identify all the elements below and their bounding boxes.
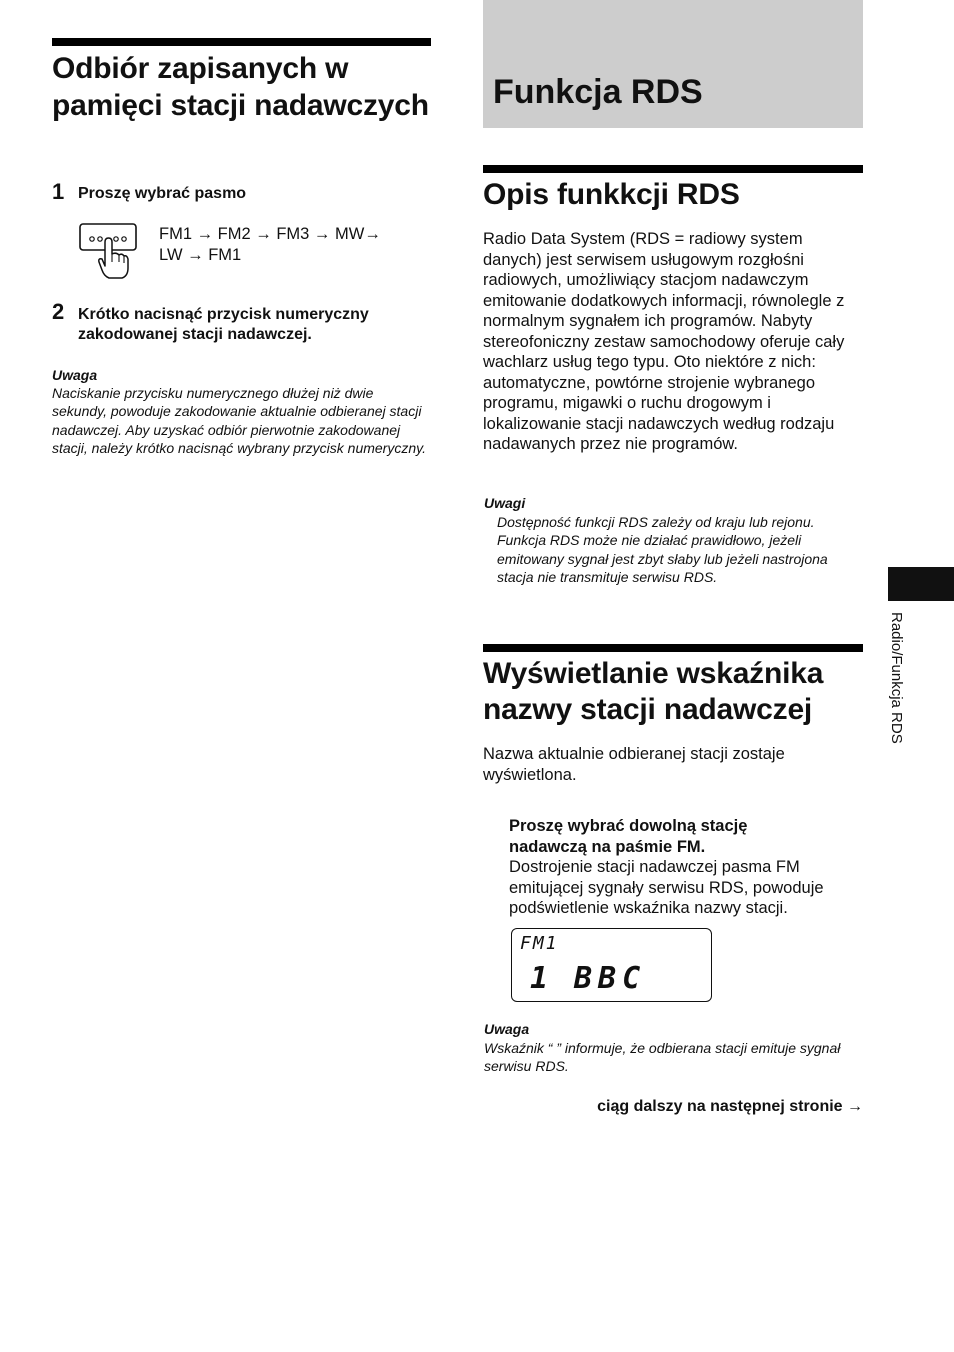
left-title-rule [52,38,431,46]
section-2-note-body: Wskaźnik “ ” informuje, że odbierana stacji emituje sygnał serwisu RDS. [484,1040,841,1075]
left-note-title: Uwaga [52,367,98,383]
lcd-preset-number: 1 [530,961,555,996]
section-1-note-title: Uwagi [484,495,526,511]
section-1-note-body: Dostępność funkcji RDS zależy od kraju lub rejonu. Funkcja RDS może nie działać prawidłowo, jeżeli emitowany sygnał jest zbyt słaby lub jeżeli nastrojona stacja nie transmituje serwisu RDS. [497,514,828,586]
step-1-number: 1 [52,179,65,204]
chapter-side-label-text: Radio/Funkcja RDS [888,612,905,744]
band-sequence-line-2: LW → FM1 [159,246,242,264]
lcd-display [511,928,712,1002]
band-sequence-line-1: FM1 → FM2 → FM3 → MW→ [159,225,381,243]
preset-button-press-icon [78,222,142,280]
section-1-title: Opis funkkcji RDS [483,178,740,211]
left-section-title: Odbiór zapisanych w pamięci stacji nadawczych [52,52,429,122]
section-2-step-bold: Proszę wybrać dowolną stację nadawczą na paśmie FM. [509,817,748,856]
section-2-intro: Nazwa aktualnie odbieranej stacji zostaje wyświetlona. [483,745,785,784]
section-2-step-body: Dostrojenie stacji nadawczej pasma FM emitującej sygnały serwisu RDS, powoduje podświetlenie wskaźnika nazwy stacji. [509,858,824,917]
lcd-band-label: FM1 [520,933,559,954]
section-2-rule [483,644,863,652]
section-2-note-title: Uwaga [484,1021,530,1037]
chapter-tab-marker [888,567,954,601]
section-2-title: Wyświetlanie wskaźnika nazwy stacji nadawczej [483,657,824,726]
section-1-rule [483,165,863,173]
step-2-number: 2 [52,299,65,324]
step-2-text: Krótko nacisnąć przycisk numeryczny zakodowanej stacji nadawczej. [78,306,369,343]
section-1-body: Radio Data System (RDS = radiowy system danych) jest serwisem usługowym rozgłośni radiowych, umożliwiący stacjom nadawczym emitowanie dodatkowych informacji, równolegle z normalnym sygnałem ich programów. Nabyty stereofoniczny zestaw samochodowy oferuje cały wachlarz usług tego typu. Oto niektóre z nich: automatyczne, powtórne strojenie wybranego programu, migawki o ruchu drogowym i lokalizowanie stacji nadawczych według rodzaju nadawanych przez nie programów. [483,230,845,453]
continued-next-page-link[interactable]: ciąg dalszy na następnej stronie → [597,1098,863,1115]
chapter-title: Funkcja RDS [493,73,703,111]
left-note-body: Naciskanie przycisku numerycznego dłużej niż dwie sekundy, powoduje zakodowanie aktualnie odbieranej stacji nadawczej. Aby uzyskać odbiór pierwotnie zakodowanej stacji, należy krótko nacisnąć wybrany przycisk numeryczny. [52,385,426,457]
step-1-text: Proszę wybrać pasmo [78,185,247,202]
lcd-station-name: BBC [574,961,647,996]
chapter-side-label [880,612,910,772]
